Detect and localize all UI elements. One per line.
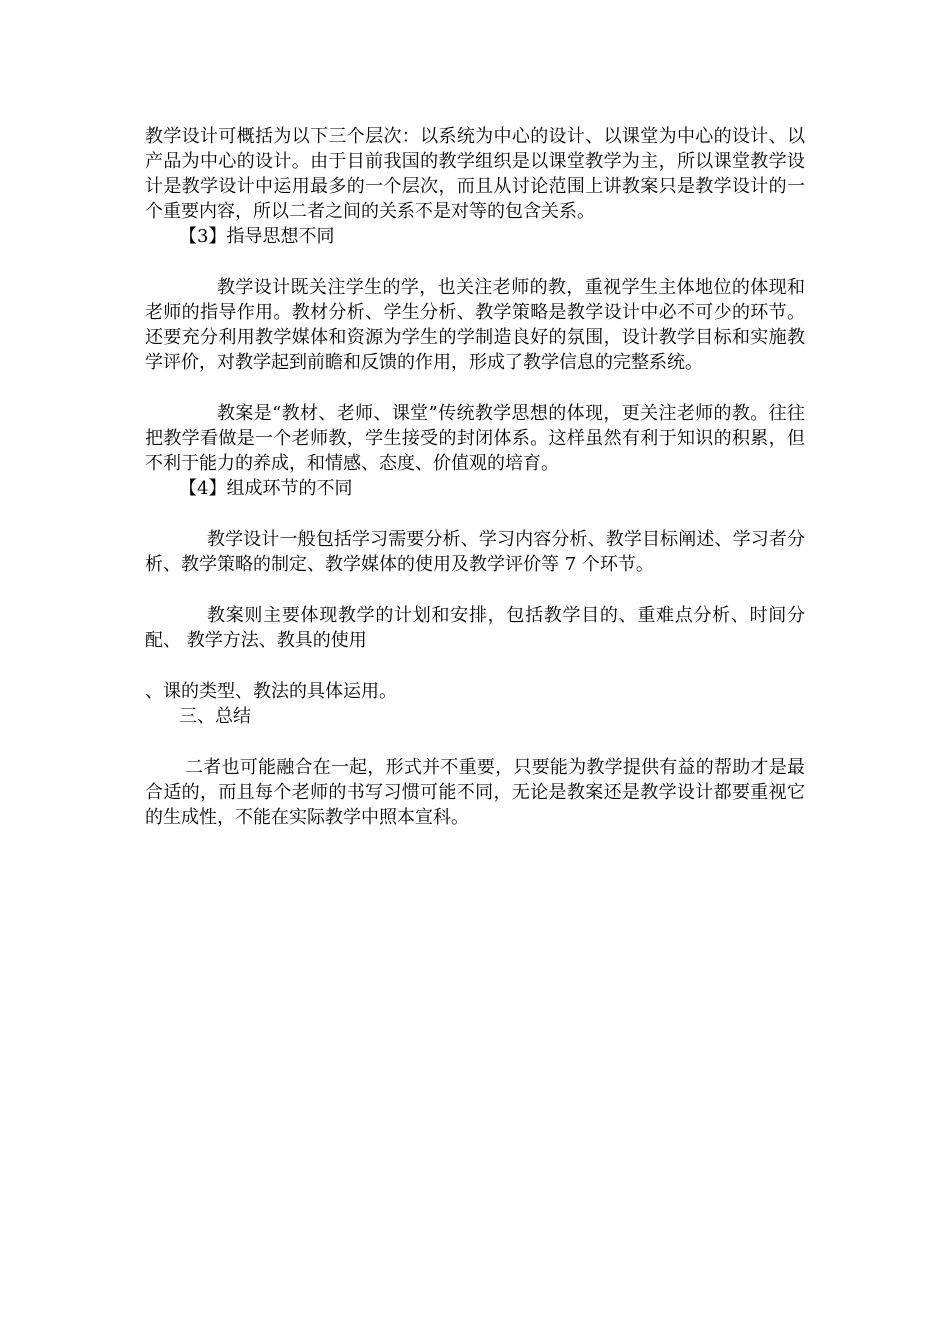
paragraph-lesson-plan-focus: 教案是“教材、老师、课堂”传统教学思想的体现，更关注老师的教。往往把教学看做是一个老师教，学生接受的封闭体系。这样虽然有利于知识的积累，但不利于能力的养成，和情感、态度、价值观的培育。 bbox=[145, 403, 805, 474]
paragraph-plan-components: 教案则主要体现教学的计划和安排，包括教学目的、重难点分析、时间分配、 教学方法、教具的使用 bbox=[145, 605, 805, 651]
document-page bbox=[145, 124, 805, 830]
paragraph-summary: 二者也可能融合在一起，形式并不重要，只要能为教学提供有益的帮助才是最合适的，而且每个老师的书写习惯可能不同，无论是教案还是教学设计都要重视它的生成性，不能在实际教学中照本宣科。 bbox=[145, 757, 805, 828]
paragraph-levels: 教学设计可概括为以下三个层次：以系统为中心的设计、以课堂为中心的设计、以产品为中心的设计。由于目前我国的教学组织是以课堂教学为主，所以课堂教学设计是教学设计中运用最多的一个层次，而且从讨论范围上讲教案只是教学设计的一个重要内容，所以二者之间的关系不是对等的包含关系。 bbox=[145, 126, 805, 222]
paragraph-design-components: 教学设计一般包括学习需要分析、学习内容分析、教学目标阐述、学习者分析、教学策略的制定、教学媒体的使用及教学评价等 7 个环节。 bbox=[145, 529, 805, 575]
paragraph-design-focus: 教学设计既关注学生的学，也关注老师的教，重视学生主体地位的体现和老师的指导作用。教材分析、学生分析、教学策略是教学设计中必不可少的环节。还要充分利用教学媒体和资源为学生的学制造良好的氛围，设计教学目标和实施教学评价，对教学起到前瞻和反馈的作用，形成了教学信息的完整系统。 bbox=[145, 277, 805, 373]
paragraph-plan-components-continued: 、课的类型、教法的具体运用。 bbox=[145, 681, 397, 702]
section-heading-guiding-ideas: 【3】指导思想不同 bbox=[179, 226, 335, 247]
section-heading-summary: 三、总结 bbox=[179, 706, 251, 727]
section-heading-components: 【4】组成环节的不同 bbox=[179, 478, 353, 499]
